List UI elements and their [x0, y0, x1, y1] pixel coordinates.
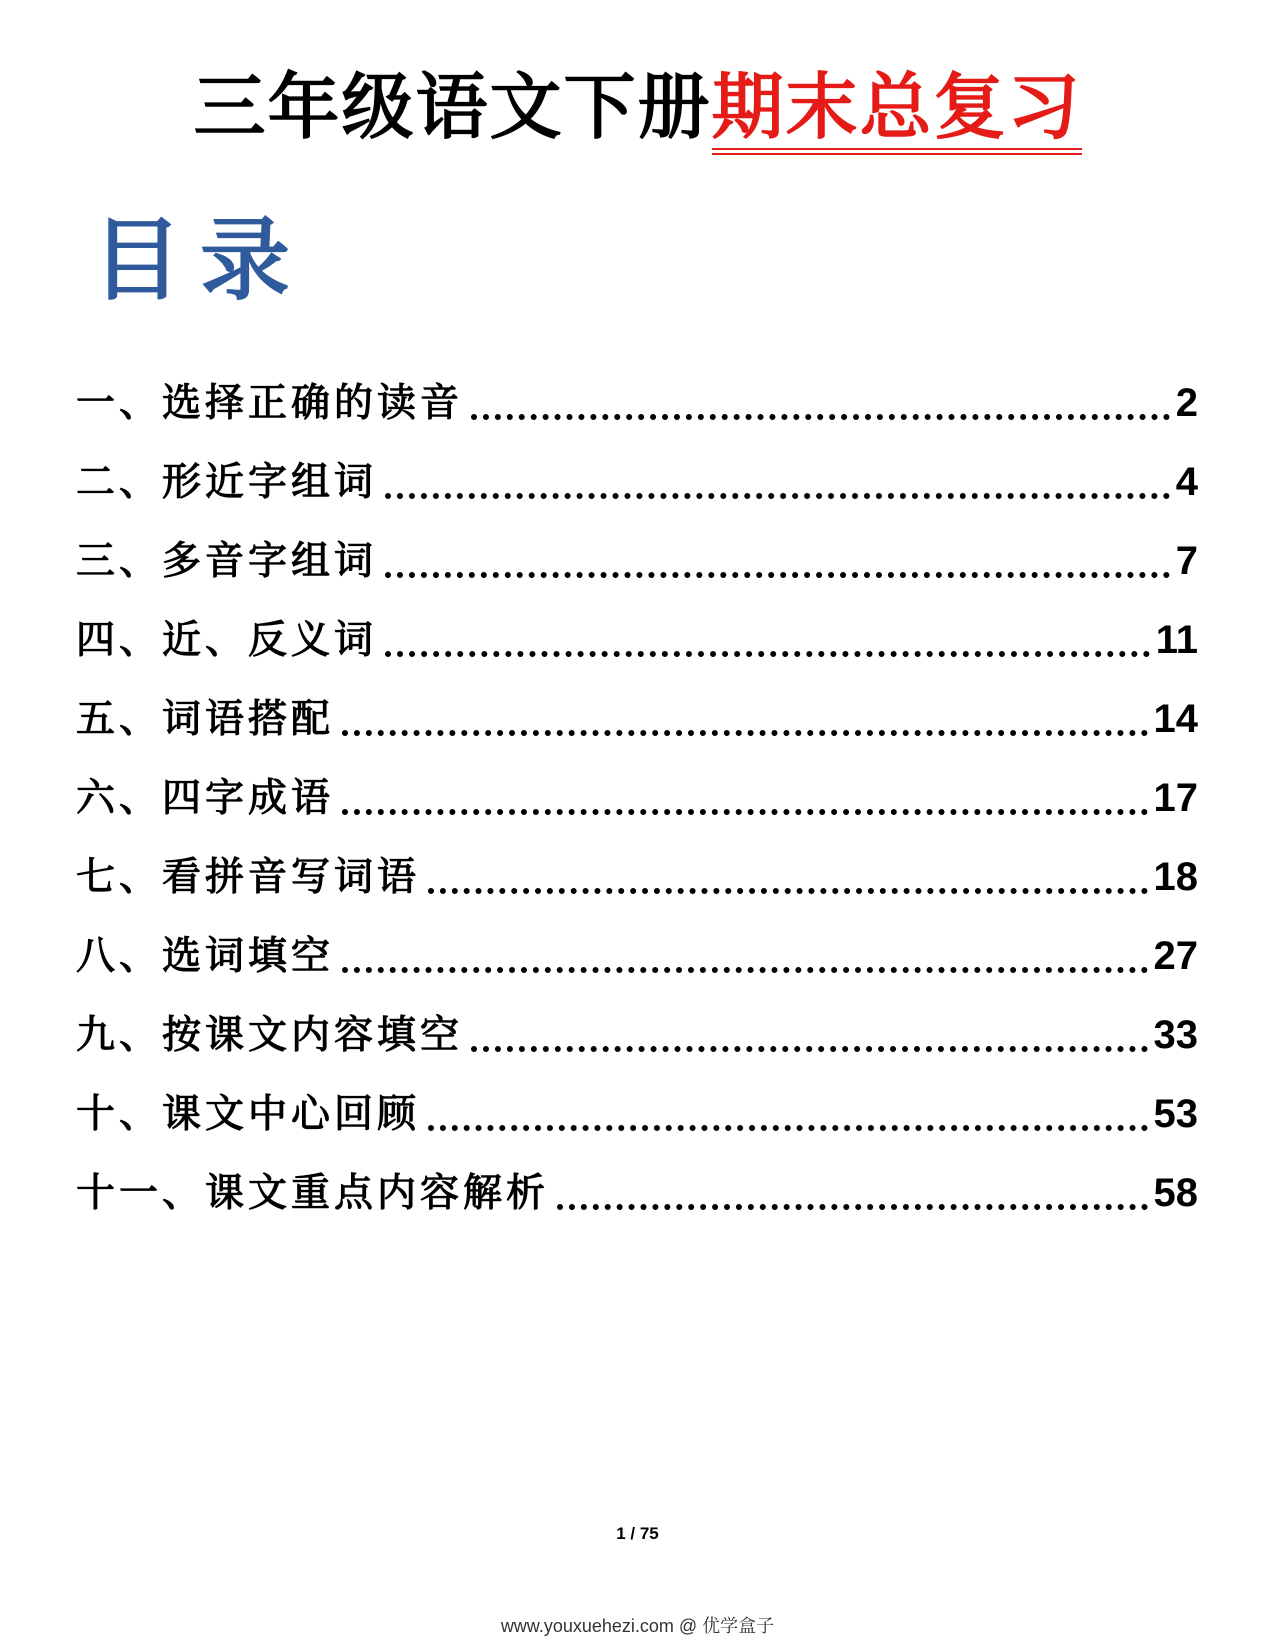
toc-item[interactable] — [76, 508, 1198, 587]
toc-item-label: 九、按课文内容填空 — [76, 1012, 464, 1058]
toc-item[interactable] — [76, 666, 1198, 745]
toc-item-label: 七、看拼音写词语 — [76, 854, 421, 900]
toc-dot-leader — [385, 493, 1170, 499]
toc-dot-leader — [385, 651, 1150, 657]
toc-item-page: 4 — [1175, 460, 1198, 504]
toc-item-page: 2 — [1175, 381, 1198, 425]
toc-heading: 目录 — [92, 207, 308, 313]
toc-item-page: 53 — [1153, 1092, 1198, 1136]
toc-item-page: 58 — [1153, 1171, 1198, 1215]
toc-item[interactable] — [76, 587, 1198, 666]
toc-item[interactable] — [76, 745, 1198, 824]
footer-watermark: www.youxuehezi.com @ 优学盒子 — [500, 1616, 775, 1636]
toc-item-label: 十一、课文重点内容解析 — [76, 1170, 550, 1216]
toc-item-page: 14 — [1153, 697, 1198, 741]
toc-item-label: 八、选词填空 — [76, 933, 335, 979]
toc-item-page: 33 — [1153, 1013, 1198, 1057]
toc-item-label: 三、多音字组词 — [76, 538, 378, 584]
page-number: 1 / 75 — [616, 1524, 659, 1543]
toc-item[interactable] — [76, 1061, 1198, 1140]
toc-dot-leader — [385, 572, 1170, 578]
toc-item-label: 二、形近字组词 — [76, 459, 378, 505]
toc-dot-leader — [471, 414, 1170, 420]
toc-item[interactable] — [76, 350, 1198, 429]
toc-item[interactable] — [76, 903, 1198, 982]
toc-dot-leader — [342, 967, 1147, 973]
toc-item[interactable] — [76, 1140, 1198, 1219]
toc-item[interactable] — [76, 429, 1198, 508]
toc-dot-leader — [557, 1204, 1147, 1210]
toc-dot-leader — [428, 1125, 1147, 1131]
page-title — [0, 62, 1275, 155]
toc-dot-leader — [428, 888, 1147, 894]
toc-item[interactable] — [76, 982, 1198, 1061]
toc-item-page: 7 — [1175, 539, 1198, 583]
toc-item-label: 四、近、反义词 — [76, 617, 378, 663]
toc-item-page: 11 — [1155, 618, 1198, 662]
toc-item-label: 六、四字成语 — [76, 775, 335, 821]
toc-item-page: 18 — [1153, 855, 1198, 899]
toc-item-page: 27 — [1153, 934, 1198, 978]
toc-dot-leader — [471, 1046, 1147, 1052]
toc-dot-leader — [342, 809, 1147, 815]
toc-item-page: 17 — [1153, 776, 1198, 820]
toc-item-label: 十、课文中心回顾 — [76, 1091, 421, 1137]
title-highlight: 期末总复习 — [712, 66, 1082, 155]
toc-item-label: 一、选择正确的读音 — [76, 380, 464, 426]
title-main: 三年级语文下册 — [193, 64, 712, 149]
toc-dot-leader — [342, 730, 1147, 736]
toc-item-label: 五、词语搭配 — [76, 696, 335, 742]
toc-item[interactable] — [76, 824, 1198, 903]
table-of-contents — [76, 350, 1198, 1219]
